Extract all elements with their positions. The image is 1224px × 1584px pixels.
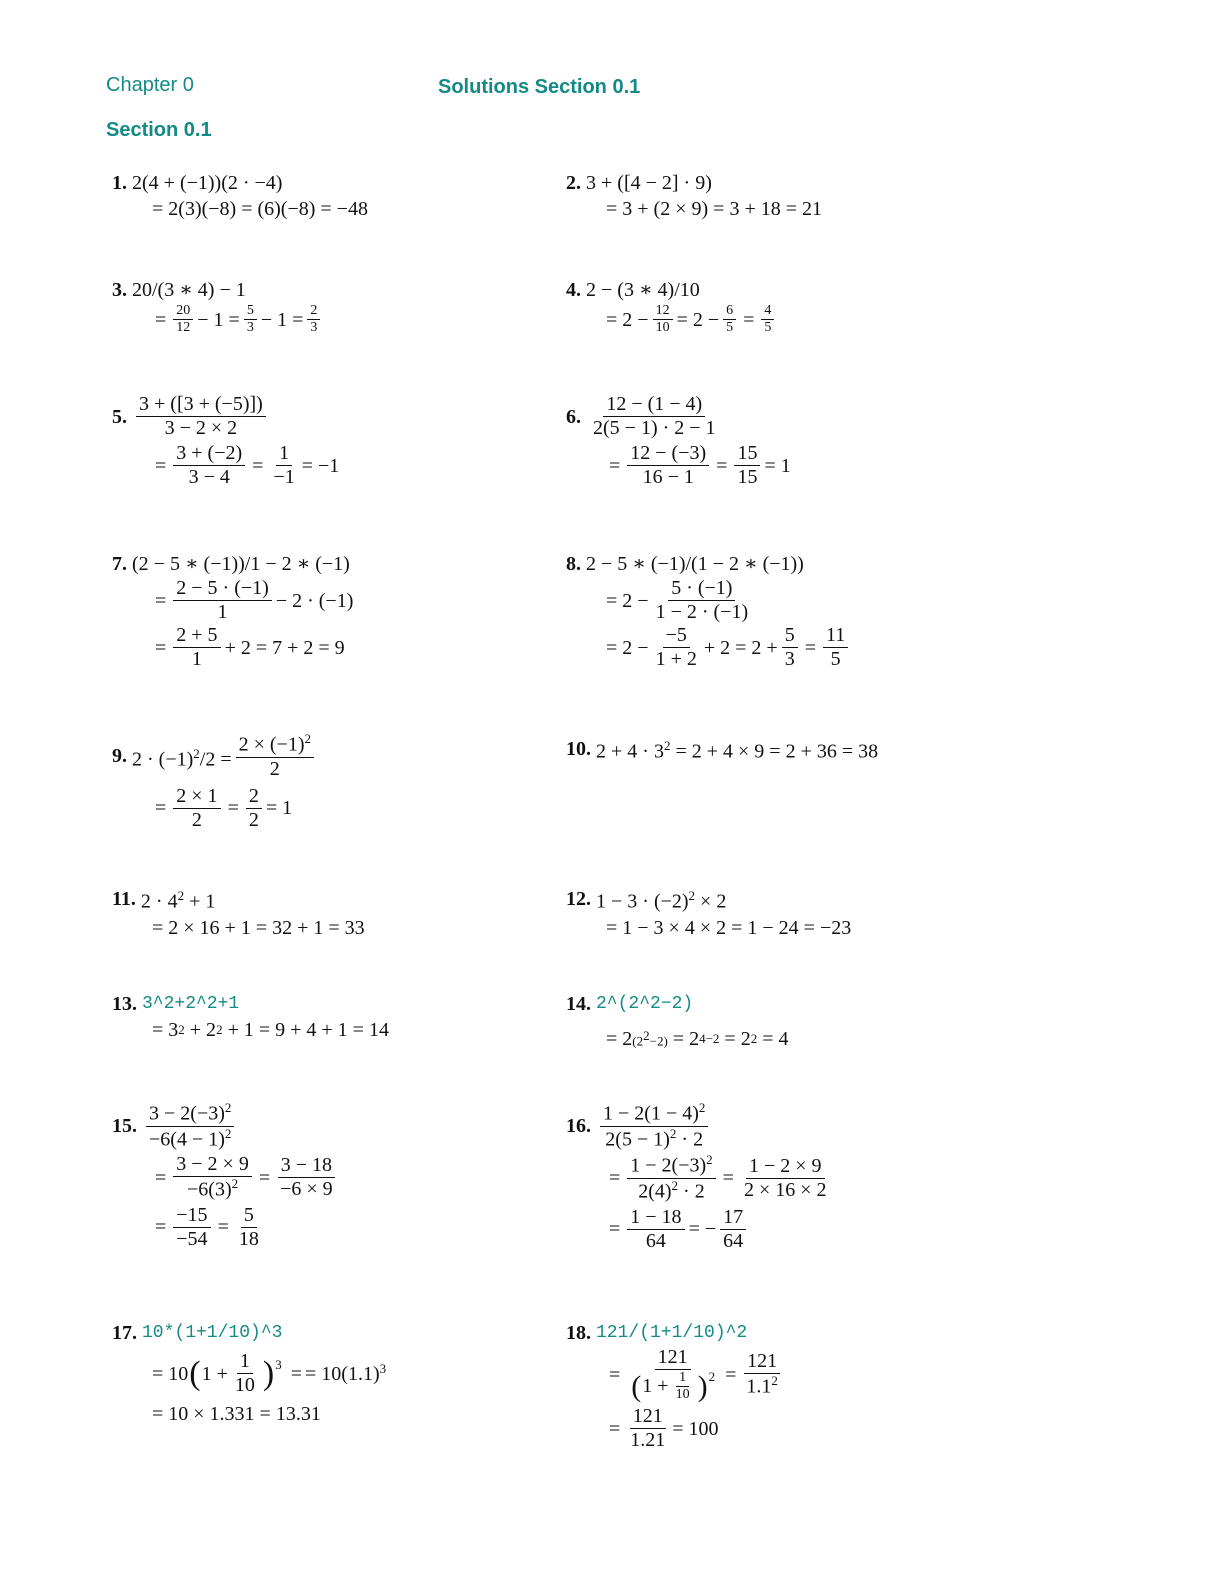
solution-step: = 121 ( 1 + $\frac{1}{10}$ ) $^2$ = $\frac{121}{1.1^2}$ [566,1346,785,1403]
fraction: $\frac{121}{1.1^2}$ [743,1350,781,1399]
solution-step: = 2 $(2^2-2)$ = 2 4−2 = 2 2 = 4 [606,1027,789,1050]
problem-number: 13. [112,993,137,1015]
solution-step: = 10 × 1.331 = 13.31 [152,1403,321,1425]
problem-5 [112,393,339,489]
solution-step: = $\frac{2 - 5 \cdot (-1)}{1}$ − 2 · (−1) [155,577,354,623]
problem-number: 9. [112,745,127,768]
chapter-label: Chapter 0 [106,74,194,96]
fraction: $\frac{3 + (-2)}{3 - 4}$ [173,442,245,489]
problem-number: 5. [112,405,127,428]
fraction: $\frac{4}{5}$ [761,303,774,336]
problem-statement: $2 \cdot (-1)^2/2$ = [132,745,232,771]
problem-11 [112,883,365,941]
solution-step: = 2 − $\frac{-5}{1 + 2}$ + 2 = 2 + $\frac{5}{3}$ = $\frac{11}{5}$ [566,624,852,671]
fraction: $\frac{15}{15}$ [734,442,760,489]
section-heading: Section 0.1 [106,119,212,141]
fraction: $\frac{1 - 18}{64}$ [627,1206,684,1253]
problem-statement: $2 + 4 \cdot 3^2 = 2 + 4 \times 9 = 2 + 36 = 38$ [596,738,879,763]
problem-number: 18. [566,1322,591,1344]
problem-statement: $\frac{3 - 2(-3)^2}{-6(4 - 1)^2}$ [146,1101,234,1151]
solution-step: = 2 − $\frac{5 \cdot (-1)}{1 - 2 \cdot (-1)}$ [566,577,852,624]
solution-step: = 2 − $\frac{12}{10}$ = 2 − $\frac{6}{5}$ = $\frac{4}{5}$ [566,303,778,336]
code-expression: 10*(1+1/10)^3 [142,1323,283,1343]
solution-step: = $\frac{2 + 5}{1}$ + 2 = 7 + 2 = 9 [155,624,345,670]
solution-step: = $\frac{-15}{-54}$ = $\frac{5}{18}$ [112,1204,340,1251]
fraction: $\frac{5}{3}$ [244,303,257,336]
problem-statement: 3 + ([4 − 2] · 9) [586,172,712,194]
problem-statement: $1 - 3 \cdot (-2)^2 \times 2$ [596,888,727,913]
problem-17 [112,1320,386,1427]
fraction: $\frac{5}{18}$ [238,1203,259,1250]
fraction: $\frac{12 - (-3)}{16 - 1}$ [627,442,709,489]
problem-7 [112,551,353,671]
solution-step: = $\frac{20}{12}$ − 1 = $\frac{5}{3}$ − 1 = $\frac{2}{3}$ [112,303,324,336]
fraction: $\frac{-15}{-54}$ [173,1204,210,1251]
problem-13 [112,991,389,1043]
problem-number: 10. [566,737,591,760]
fraction: $\frac{20}{12}$ [173,303,193,336]
problem-16 [566,1101,834,1253]
fraction: $\frac{1}{10}$ [234,1350,255,1396]
problem-statement: 20/(3 ∗ 4) − 1 [132,279,246,301]
code-expression: 3^2+2^2+1 [142,994,240,1014]
fraction: $\frac{-5}{1 + 2}$ [655,624,697,670]
problem-number: 8. [566,553,581,575]
problem-3 [112,277,324,336]
solution-step: = $\frac{1 - 2(-3)^2}{2(4)^2 \cdot 2}$ = $\frac{1 - 2 \times 9}{2 \times 16 \times 2}$ [566,1153,834,1203]
solution-step: = 1 − 3 × 4 × 2 = 1 − 24 = −23 [606,916,852,939]
problem-statement: $\frac{1 - 2(1 - 4)^2}{2(5 - 1)^2 \cdot 2}$ [600,1101,708,1151]
problem-number: 3. [112,279,127,301]
problem-10 [566,733,878,765]
problem-statement: $\frac{3 + ([3 + (-5)])}{3 - 2 \times 2}$ [136,393,266,440]
problem-statement: 2(4 + (−1))(2 · −4) [132,172,283,194]
problem-statement: $2 \cdot 4^2 + 1$ [140,888,216,913]
problem-statement: 2 − 5 ∗ (−1)/(1 − 2 ∗ (−1)) [586,553,804,575]
problem-number: 1. [112,172,127,194]
solution-step: = $\frac{12 - (-3)}{16 - 1}$ = $\frac{15}{15}$ = 1 [609,442,791,488]
problem-number: 12. [566,887,591,910]
problem-4 [566,277,778,336]
solution-step: = 2(3)(−8) = (6)(−8) = −48 [152,198,368,220]
fraction: $\frac{5 \cdot (-1)}{1 - 2 \cdot (-1)}$ [655,577,749,623]
problem-2 [566,170,822,222]
fraction: $\frac{11}{5}$ [823,624,848,671]
problem-number: 6. [566,405,581,428]
fraction: $\frac{2 + 5}{1}$ [173,624,220,671]
problem-6 [566,393,791,489]
fraction: $\frac{1 - 2(-3)^2}{2(4)^2 \cdot 2}$ [627,1153,715,1203]
fraction: 121 ( 1 + $\frac{1}{10}$ ) $^2$ [631,1346,716,1403]
problem-number: 7. [112,553,127,575]
solution-step: = $\frac{3 + (-2)}{3 - 4}$ = $\frac{1}{-1}$ = −1 [155,442,340,488]
solution-step: = $\frac{1 - 18}{64}$ = − $\frac{17}{64}$ [566,1206,834,1253]
problem-number: 15. [112,1115,137,1138]
problem-1 [112,170,368,222]
problem-14 [566,991,788,1054]
fraction: $\frac{2 \times 1}{2}$ [173,785,220,832]
problem-statement: (2 − 5 ∗ (−1))/1 − 2 ∗ (−1) [132,553,350,575]
page-title: Solutions Section 0.1 [438,76,641,98]
fraction: $\frac{6}{5}$ [723,303,736,336]
fraction: $\frac{12}{10}$ [653,303,673,336]
solution-step: = 3 + (2 × 9) = 3 + 18 = 21 [606,198,822,220]
solution-step: = $\frac{2 \times 1}{2}$ = $\frac{2}{2}$ = 1 [155,784,293,831]
problem-number: 16. [566,1115,591,1138]
problem-number: 11. [112,887,136,910]
fraction: $\frac{1}{-1}$ [273,442,295,488]
solution-step: = 3 2 + 2 2 + 1 = 9 + 4 + 1 = 14 [152,1019,389,1041]
fraction: $\frac{1 - 2 \times 9}{2 \times 16 \times 2}$ [743,1154,827,1201]
solution-step: = 10 ( 1 + $\frac{1}{10}$ ) $^3$ = = 10(1.1) $^3$ [152,1350,387,1396]
problem-statement: $\frac{12 - (1 - 4)}{2(5 - 1) \cdot 2 - 1}$ [593,393,716,439]
problem-8 [566,551,852,671]
solution-step: = $\frac{3 - 2 \times 9}{-6(3)^2}$ = $\frac{3 - 18}{-6 \times 9}$ [112,1153,340,1202]
fraction: $\frac{2 - 5 \cdot (-1)}{1}$ [173,577,272,624]
fraction: $\frac{2}{2}$ [246,785,262,832]
fraction: $\frac{3 - 18}{-6 \times 9}$ [277,1154,336,1201]
problem-number: 14. [566,993,591,1015]
fraction: $\frac{121}{1.21}$ [630,1405,666,1452]
problem-statement: 2 − (3 ∗ 4)/10 [586,279,700,301]
fraction: $\frac{2 \times (-1)^2}{2}$ [236,732,314,781]
problem-18 [566,1320,785,1452]
fraction: $\frac{2}{3}$ [307,303,320,336]
problem-number: 17. [112,1322,137,1344]
solution-step: = 2 × 16 + 1 = 32 + 1 = 33 [152,916,365,939]
problem-15 [112,1101,340,1251]
problem-number: 4. [566,279,581,301]
solution-step: = $\frac{121}{1.21}$ = 100 [609,1405,719,1452]
code-expression: 121/(1+1/10)^2 [596,1323,748,1343]
code-expression: 2^(2^2−2) [596,994,694,1014]
problem-number: 2. [566,172,581,194]
problem-9 [112,732,318,832]
problem-12 [566,883,851,941]
fraction: $\frac{17}{64}$ [720,1206,746,1253]
fraction: $\frac{3 - 2 \times 9}{-6(3)^2}$ [173,1153,252,1202]
fraction: $\frac{5}{3}$ [782,624,798,671]
